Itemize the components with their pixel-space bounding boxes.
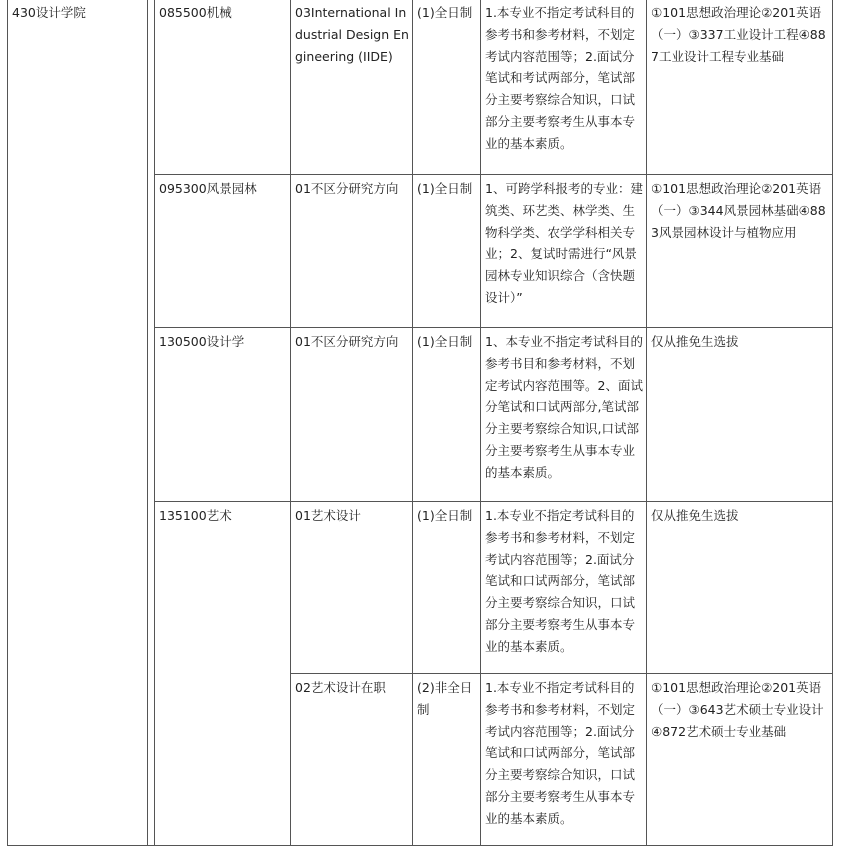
remarks-cell [481, 502, 647, 674]
major-cell [155, 0, 291, 175]
study-mode: (2)非全日制 [417, 680, 473, 717]
study-mode-cell [413, 502, 481, 674]
major-cell [155, 502, 291, 846]
admissions-table [7, 0, 833, 846]
study-mode: (1)全日制 [417, 181, 473, 196]
major-cell [155, 328, 291, 502]
exam-subjects: ①101思想政治理论②201英语（一）③344风景园林基础④883风景园林设计与植物应用 [651, 181, 826, 240]
major-name: 095300风景园林 [159, 181, 257, 196]
research-direction: 03International Industrial Design Engineering (IIDE) [295, 5, 409, 64]
remarks-cell [481, 0, 647, 175]
table-row [8, 0, 833, 175]
research-direction: 01不区分研究方向 [295, 334, 399, 349]
remarks-cell [481, 674, 647, 846]
remarks-cell [481, 175, 647, 328]
study-mode: (1)全日制 [417, 508, 473, 523]
remarks-text: 1.本专业不指定考试科目的参考书和参考材料，不划定考试内容范围等；2.面试分笔试和口试两部分，笔试部分主要考察综合知识，口试部分主要考察考生从事本专业的基本素质。 [485, 680, 636, 826]
direction-cell [291, 175, 413, 328]
exam-subjects: ①101思想政治理论②201英语（一）③337工业设计工程④887工业设计工程专业基础 [651, 5, 826, 64]
major-name: 130500设计学 [159, 334, 245, 349]
study-mode-cell [413, 674, 481, 846]
exam-subjects-cell [647, 674, 833, 846]
direction-cell [291, 0, 413, 175]
study-mode-cell [413, 0, 481, 175]
study-mode: (1)全日制 [417, 5, 473, 20]
remarks-text: 1.本专业不指定考试科目的参考书和参考材料，不划定考试内容范围等；2.面试分笔试和考试两部分，笔试部分主要考察综合知识，口试部分主要考察考生从事本专业的基本素质。 [485, 5, 636, 151]
department-cell [8, 0, 148, 846]
remarks-text: 1、本专业不指定考试科目的参考书目和参考材料，不划定考试内容范围等。2、面试分笔试和口试两部分,笔试部分主要考察综合知识,口试部分主要考察考生从事本专业的基本素质。 [485, 334, 643, 480]
remarks-text: 1.本专业不指定考试科目的参考书和参考材料，不划定考试内容范围等；2.面试分笔试和口试两部分，笔试部分主要考察综合知识，口试部分主要考察考生从事本专业的基本素质。 [485, 508, 636, 654]
column-gap [148, 0, 155, 846]
direction-cell [291, 502, 413, 674]
major-cell [155, 175, 291, 328]
department-name: 430设计学院 [12, 5, 86, 20]
research-direction: 01艺术设计 [295, 508, 361, 523]
major-name: 135100艺术 [159, 508, 232, 523]
remarks-cell [481, 328, 647, 502]
exam-subjects: 仅从推免生选拔 [651, 508, 739, 523]
exam-subjects-cell [647, 175, 833, 328]
research-direction: 01不区分研究方向 [295, 181, 399, 196]
research-direction: 02艺术设计在职 [295, 680, 386, 695]
study-mode: (1)全日制 [417, 334, 473, 349]
exam-subjects: 仅从推免生选拔 [651, 334, 739, 349]
study-mode-cell [413, 175, 481, 328]
exam-subjects: ①101思想政治理论②201英语（一）③643艺术硕士专业设计④872艺术硕士专业基础 [651, 680, 824, 739]
exam-subjects-cell [647, 502, 833, 674]
exam-subjects-cell [647, 328, 833, 502]
major-name: 085500机械 [159, 5, 232, 20]
exam-subjects-cell [647, 0, 833, 175]
remarks-text: 1、可跨学科报考的专业：建筑类、环艺类、林学类、生物科学类、农学学科相关专业；2、复试时需进行“风景园林专业知识综合（含快题设计）” [485, 181, 643, 305]
direction-cell [291, 674, 413, 846]
direction-cell [291, 328, 413, 502]
study-mode-cell [413, 328, 481, 502]
